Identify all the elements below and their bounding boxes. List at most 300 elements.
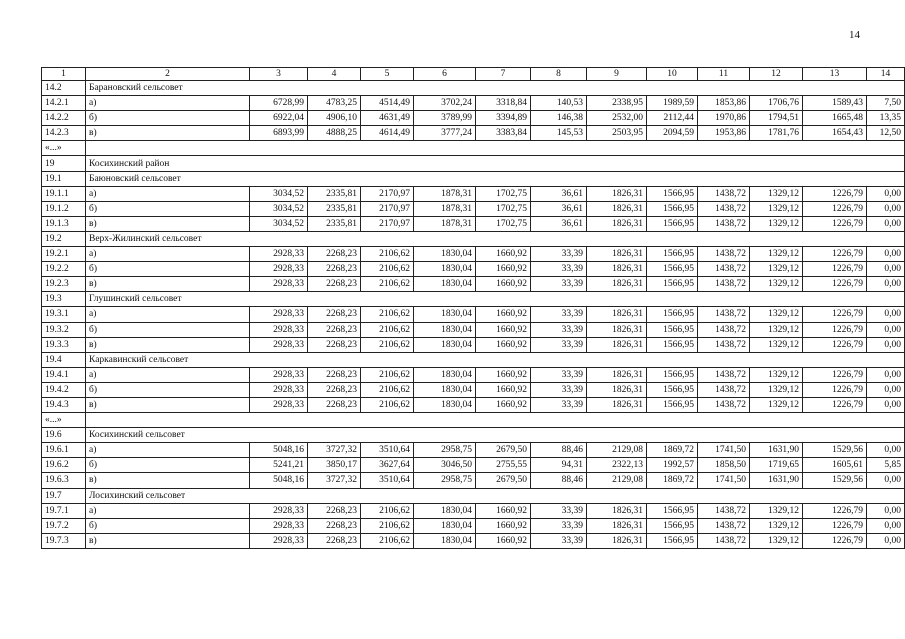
- section-code: 19.4: [42, 352, 86, 367]
- value-cell: 2928,33: [250, 322, 308, 337]
- value-cell: 7,50: [867, 96, 905, 111]
- section-title: Каркавинский сельсовет: [86, 352, 905, 367]
- value-cell: 1329,12: [750, 533, 803, 548]
- value-cell: 1438,72: [698, 201, 750, 216]
- omission-row: [42, 413, 905, 428]
- value-cell: 33,39: [531, 503, 587, 518]
- value-cell: 33,39: [531, 247, 587, 262]
- value-cell: 33,39: [531, 277, 587, 292]
- value-cell: 1566,95: [647, 201, 698, 216]
- row-variant-label: в): [86, 216, 250, 231]
- value-cell: 1869,72: [647, 443, 698, 458]
- value-cell: 2268,23: [308, 262, 361, 277]
- section-title: Глушинский сельсовет: [86, 292, 905, 307]
- value-cell: 2170,97: [361, 186, 414, 201]
- section-code: 14.2: [42, 81, 86, 96]
- value-cell: 2268,23: [308, 382, 361, 397]
- value-cell: 1566,95: [647, 397, 698, 412]
- value-cell: 1329,12: [750, 322, 803, 337]
- value-cell: 0,00: [867, 322, 905, 337]
- value-cell: 1878,31: [414, 186, 476, 201]
- row-variant-label: б): [86, 322, 250, 337]
- value-cell: 5241,21: [250, 458, 308, 473]
- value-cell: 1702,75: [476, 216, 531, 231]
- value-cell: 1329,12: [750, 337, 803, 352]
- value-cell: 0,00: [867, 337, 905, 352]
- value-cell: 1826,31: [587, 216, 647, 231]
- value-cell: 1438,72: [698, 367, 750, 382]
- value-cell: 6728,99: [250, 96, 308, 111]
- value-cell: 3394,89: [476, 111, 531, 126]
- value-cell: 2106,62: [361, 503, 414, 518]
- value-cell: 1660,92: [476, 307, 531, 322]
- value-cell: 2268,23: [308, 503, 361, 518]
- value-cell: 1566,95: [647, 533, 698, 548]
- section-row: [42, 231, 905, 246]
- section-row: [42, 292, 905, 307]
- header-cell: 10: [647, 68, 698, 81]
- section-code: 19.3: [42, 292, 86, 307]
- value-cell: 2928,33: [250, 307, 308, 322]
- value-cell: 1226,79: [803, 518, 867, 533]
- value-cell: 1438,72: [698, 397, 750, 412]
- table-row: [42, 443, 905, 458]
- value-cell: 2335,81: [308, 186, 361, 201]
- row-code: 19.7.1: [42, 503, 86, 518]
- value-cell: 1830,04: [414, 307, 476, 322]
- value-cell: 3034,52: [250, 216, 308, 231]
- value-cell: 4888,25: [308, 126, 361, 141]
- value-cell: 1438,72: [698, 186, 750, 201]
- table-row: [42, 96, 905, 111]
- value-cell: 2928,33: [250, 367, 308, 382]
- value-cell: 33,39: [531, 533, 587, 548]
- value-cell: 2503,95: [587, 126, 647, 141]
- value-cell: 0,00: [867, 503, 905, 518]
- row-variant-label: б): [86, 201, 250, 216]
- value-cell: 1826,31: [587, 503, 647, 518]
- value-cell: 2106,62: [361, 533, 414, 548]
- value-cell: 2106,62: [361, 277, 414, 292]
- value-cell: 1566,95: [647, 337, 698, 352]
- header-cell: 14: [867, 68, 905, 81]
- value-cell: 2928,33: [250, 503, 308, 518]
- value-cell: 1953,86: [698, 126, 750, 141]
- table-row: [42, 397, 905, 412]
- table-row: [42, 201, 905, 216]
- value-cell: 3318,84: [476, 96, 531, 111]
- value-cell: 2106,62: [361, 307, 414, 322]
- header-cell: 1: [42, 68, 86, 81]
- value-cell: 0,00: [867, 367, 905, 382]
- header-cell: 7: [476, 68, 531, 81]
- value-cell: 2106,62: [361, 337, 414, 352]
- value-cell: 2928,33: [250, 247, 308, 262]
- value-cell: 1438,72: [698, 247, 750, 262]
- header-cell: 6: [414, 68, 476, 81]
- value-cell: 3702,24: [414, 96, 476, 111]
- value-cell: 1706,76: [750, 96, 803, 111]
- table-row: [42, 518, 905, 533]
- section-code: 19.1: [42, 171, 86, 186]
- value-cell: 2106,62: [361, 367, 414, 382]
- value-cell: 1826,31: [587, 277, 647, 292]
- value-cell: 5048,16: [250, 473, 308, 488]
- value-cell: 2094,59: [647, 126, 698, 141]
- value-cell: 1226,79: [803, 247, 867, 262]
- row-code: 19.7.2: [42, 518, 86, 533]
- value-cell: 2532,00: [587, 111, 647, 126]
- value-cell: 2112,44: [647, 111, 698, 126]
- value-cell: 0,00: [867, 262, 905, 277]
- table-row: [42, 277, 905, 292]
- value-cell: 1702,75: [476, 186, 531, 201]
- value-cell: 1566,95: [647, 247, 698, 262]
- value-cell: 4906,10: [308, 111, 361, 126]
- value-cell: 4514,49: [361, 96, 414, 111]
- value-cell: 36,61: [531, 186, 587, 201]
- value-cell: 1826,31: [587, 367, 647, 382]
- value-cell: 1566,95: [647, 307, 698, 322]
- column-number-header: [42, 68, 905, 81]
- row-code: 19.3.1: [42, 307, 86, 322]
- value-cell: 94,31: [531, 458, 587, 473]
- value-cell: 2106,62: [361, 247, 414, 262]
- value-cell: 1329,12: [750, 247, 803, 262]
- value-cell: 3850,17: [308, 458, 361, 473]
- value-cell: 1858,50: [698, 458, 750, 473]
- value-cell: 1566,95: [647, 186, 698, 201]
- page-number: 14: [849, 29, 860, 41]
- value-cell: 2268,23: [308, 307, 361, 322]
- table-row: [42, 126, 905, 141]
- value-cell: 1226,79: [803, 186, 867, 201]
- value-cell: 1226,79: [803, 201, 867, 216]
- value-cell: 2106,62: [361, 518, 414, 533]
- value-cell: 36,61: [531, 201, 587, 216]
- value-cell: 2129,08: [587, 443, 647, 458]
- value-cell: 0,00: [867, 216, 905, 231]
- value-cell: 1826,31: [587, 397, 647, 412]
- value-cell: 2928,33: [250, 262, 308, 277]
- value-cell: 1826,31: [587, 533, 647, 548]
- value-cell: 1830,04: [414, 262, 476, 277]
- value-cell: 1329,12: [750, 518, 803, 533]
- value-cell: 1226,79: [803, 382, 867, 397]
- value-cell: 1794,51: [750, 111, 803, 126]
- value-cell: 1329,12: [750, 201, 803, 216]
- row-code: 14.2.1: [42, 96, 86, 111]
- value-cell: 6922,04: [250, 111, 308, 126]
- value-cell: 1438,72: [698, 277, 750, 292]
- section-title: Косихинский сельсовет: [86, 428, 905, 443]
- value-cell: 33,39: [531, 322, 587, 337]
- value-cell: 1605,61: [803, 458, 867, 473]
- row-code: 19.1.2: [42, 201, 86, 216]
- value-cell: 1826,31: [587, 322, 647, 337]
- value-cell: 1741,50: [698, 443, 750, 458]
- value-cell: 1529,56: [803, 443, 867, 458]
- tariff-table: [41, 67, 905, 549]
- value-cell: 33,39: [531, 397, 587, 412]
- table-row: [42, 111, 905, 126]
- value-cell: 1660,92: [476, 262, 531, 277]
- value-cell: 1970,86: [698, 111, 750, 126]
- value-cell: 1438,72: [698, 382, 750, 397]
- row-code: 14.2.2: [42, 111, 86, 126]
- value-cell: 0,00: [867, 382, 905, 397]
- value-cell: 1878,31: [414, 216, 476, 231]
- value-cell: 3789,99: [414, 111, 476, 126]
- header-cell: 8: [531, 68, 587, 81]
- value-cell: 3383,84: [476, 126, 531, 141]
- row-variant-label: а): [86, 307, 250, 322]
- value-cell: 3510,64: [361, 473, 414, 488]
- omission-marker: «...»: [42, 413, 86, 428]
- value-cell: 1226,79: [803, 533, 867, 548]
- value-cell: 1660,92: [476, 397, 531, 412]
- value-cell: 1589,43: [803, 96, 867, 111]
- value-cell: 2268,23: [308, 533, 361, 548]
- value-cell: 5048,16: [250, 443, 308, 458]
- row-code: 14.2.3: [42, 126, 86, 141]
- value-cell: 1329,12: [750, 216, 803, 231]
- value-cell: 1826,31: [587, 518, 647, 533]
- value-cell: 2755,55: [476, 458, 531, 473]
- value-cell: 1660,92: [476, 503, 531, 518]
- value-cell: 3046,50: [414, 458, 476, 473]
- row-variant-label: б): [86, 518, 250, 533]
- value-cell: 1566,95: [647, 518, 698, 533]
- value-cell: 1226,79: [803, 262, 867, 277]
- value-cell: 3627,64: [361, 458, 414, 473]
- row-variant-label: а): [86, 443, 250, 458]
- value-cell: 1781,76: [750, 126, 803, 141]
- value-cell: 1826,31: [587, 307, 647, 322]
- value-cell: 146,38: [531, 111, 587, 126]
- value-cell: 2338,95: [587, 96, 647, 111]
- value-cell: 2268,23: [308, 518, 361, 533]
- section-title: Лосихинский сельсовет: [86, 488, 905, 503]
- table-row: [42, 307, 905, 322]
- value-cell: 2268,23: [308, 247, 361, 262]
- value-cell: 2928,33: [250, 382, 308, 397]
- value-cell: 2679,50: [476, 443, 531, 458]
- value-cell: 1329,12: [750, 397, 803, 412]
- value-cell: 1830,04: [414, 518, 476, 533]
- value-cell: 1719,65: [750, 458, 803, 473]
- value-cell: 2928,33: [250, 533, 308, 548]
- section-title: Баюновский сельсовет: [86, 171, 905, 186]
- section-row: [42, 488, 905, 503]
- header-cell: 2: [86, 68, 250, 81]
- row-variant-label: а): [86, 96, 250, 111]
- row-variant-label: б): [86, 458, 250, 473]
- table-row: [42, 473, 905, 488]
- value-cell: 0,00: [867, 518, 905, 533]
- value-cell: 2268,23: [308, 397, 361, 412]
- value-cell: 2106,62: [361, 262, 414, 277]
- value-cell: 4614,49: [361, 126, 414, 141]
- value-cell: 1226,79: [803, 216, 867, 231]
- row-code: 19.2.1: [42, 247, 86, 262]
- value-cell: 2322,13: [587, 458, 647, 473]
- section-code: 19.7: [42, 488, 86, 503]
- section-code: 19.6: [42, 428, 86, 443]
- value-cell: 3034,52: [250, 201, 308, 216]
- value-cell: 1226,79: [803, 322, 867, 337]
- value-cell: 1853,86: [698, 96, 750, 111]
- value-cell: 2268,23: [308, 277, 361, 292]
- value-cell: 0,00: [867, 473, 905, 488]
- omission-filler: [86, 413, 905, 428]
- value-cell: 1702,75: [476, 201, 531, 216]
- value-cell: 1438,72: [698, 503, 750, 518]
- value-cell: 1566,95: [647, 322, 698, 337]
- row-code: 19.4.3: [42, 397, 86, 412]
- value-cell: 1830,04: [414, 277, 476, 292]
- row-variant-label: а): [86, 503, 250, 518]
- value-cell: 2958,75: [414, 473, 476, 488]
- header-cell: 3: [250, 68, 308, 81]
- value-cell: 1529,56: [803, 473, 867, 488]
- value-cell: 1329,12: [750, 307, 803, 322]
- section-row: [42, 428, 905, 443]
- value-cell: 1566,95: [647, 382, 698, 397]
- row-variant-label: б): [86, 262, 250, 277]
- row-code: 19.7.3: [42, 533, 86, 548]
- value-cell: 3777,24: [414, 126, 476, 141]
- value-cell: 0,00: [867, 201, 905, 216]
- omission-row: [42, 141, 905, 156]
- row-code: 19.3.2: [42, 322, 86, 337]
- header-cell: 9: [587, 68, 647, 81]
- value-cell: 1826,31: [587, 201, 647, 216]
- value-cell: 1830,04: [414, 367, 476, 382]
- value-cell: 1329,12: [750, 367, 803, 382]
- value-cell: 0,00: [867, 443, 905, 458]
- row-code: 19.2.2: [42, 262, 86, 277]
- value-cell: 1438,72: [698, 322, 750, 337]
- header-cell: 4: [308, 68, 361, 81]
- row-variant-label: а): [86, 186, 250, 201]
- value-cell: 1869,72: [647, 473, 698, 488]
- value-cell: 1438,72: [698, 533, 750, 548]
- value-cell: 1741,50: [698, 473, 750, 488]
- value-cell: 88,46: [531, 473, 587, 488]
- value-cell: 6893,99: [250, 126, 308, 141]
- value-cell: 1830,04: [414, 397, 476, 412]
- table-row: [42, 216, 905, 231]
- value-cell: 5,85: [867, 458, 905, 473]
- value-cell: 1826,31: [587, 382, 647, 397]
- value-cell: 1830,04: [414, 503, 476, 518]
- value-cell: 1329,12: [750, 186, 803, 201]
- value-cell: 1566,95: [647, 503, 698, 518]
- header-cell: 11: [698, 68, 750, 81]
- value-cell: 0,00: [867, 247, 905, 262]
- value-cell: 1992,57: [647, 458, 698, 473]
- row-code: 19.6.3: [42, 473, 86, 488]
- value-cell: 1329,12: [750, 277, 803, 292]
- value-cell: 1438,72: [698, 518, 750, 533]
- value-cell: 13,35: [867, 111, 905, 126]
- value-cell: 2170,97: [361, 201, 414, 216]
- value-cell: 88,46: [531, 443, 587, 458]
- table-body: [42, 81, 905, 549]
- row-variant-label: б): [86, 382, 250, 397]
- value-cell: 2106,62: [361, 382, 414, 397]
- value-cell: 1566,95: [647, 367, 698, 382]
- value-cell: 1660,92: [476, 337, 531, 352]
- value-cell: 1830,04: [414, 322, 476, 337]
- value-cell: 0,00: [867, 186, 905, 201]
- value-cell: 1660,92: [476, 533, 531, 548]
- value-cell: 1226,79: [803, 277, 867, 292]
- value-cell: 4783,25: [308, 96, 361, 111]
- value-cell: 2129,08: [587, 473, 647, 488]
- table-row: [42, 247, 905, 262]
- value-cell: 33,39: [531, 337, 587, 352]
- value-cell: 1566,95: [647, 216, 698, 231]
- table-row: [42, 186, 905, 201]
- value-cell: 1438,72: [698, 307, 750, 322]
- value-cell: 1329,12: [750, 382, 803, 397]
- value-cell: 36,61: [531, 216, 587, 231]
- value-cell: 2170,97: [361, 216, 414, 231]
- row-variant-label: б): [86, 111, 250, 126]
- table-row: [42, 367, 905, 382]
- value-cell: 1654,43: [803, 126, 867, 141]
- value-cell: 2928,33: [250, 277, 308, 292]
- omission-filler: [86, 141, 905, 156]
- value-cell: 2679,50: [476, 473, 531, 488]
- row-code: 19.3.3: [42, 337, 86, 352]
- value-cell: 1826,31: [587, 186, 647, 201]
- section-title: Барановский сельсовет: [86, 81, 905, 96]
- table-row: [42, 337, 905, 352]
- omission-marker: «...»: [42, 141, 86, 156]
- value-cell: 0,00: [867, 397, 905, 412]
- section-title: Косихинский район: [86, 156, 905, 171]
- value-cell: 1660,92: [476, 322, 531, 337]
- value-cell: 1826,31: [587, 337, 647, 352]
- value-cell: 3034,52: [250, 186, 308, 201]
- section-code: 19: [42, 156, 86, 171]
- value-cell: 1329,12: [750, 262, 803, 277]
- section-row: [42, 81, 905, 96]
- section-row: [42, 171, 905, 186]
- value-cell: 33,39: [531, 382, 587, 397]
- value-cell: 3510,64: [361, 443, 414, 458]
- row-variant-label: в): [86, 126, 250, 141]
- value-cell: 1878,31: [414, 201, 476, 216]
- value-cell: 1226,79: [803, 367, 867, 382]
- value-cell: 4631,49: [361, 111, 414, 126]
- value-cell: 1566,95: [647, 277, 698, 292]
- value-cell: 1830,04: [414, 382, 476, 397]
- row-variant-label: в): [86, 277, 250, 292]
- row-variant-label: а): [86, 247, 250, 262]
- section-row: [42, 156, 905, 171]
- value-cell: 1226,79: [803, 307, 867, 322]
- value-cell: 3727,32: [308, 473, 361, 488]
- value-cell: 2335,81: [308, 201, 361, 216]
- row-code: 19.2.3: [42, 277, 86, 292]
- row-code: 19.1.3: [42, 216, 86, 231]
- value-cell: 33,39: [531, 518, 587, 533]
- section-code: 19.2: [42, 231, 86, 246]
